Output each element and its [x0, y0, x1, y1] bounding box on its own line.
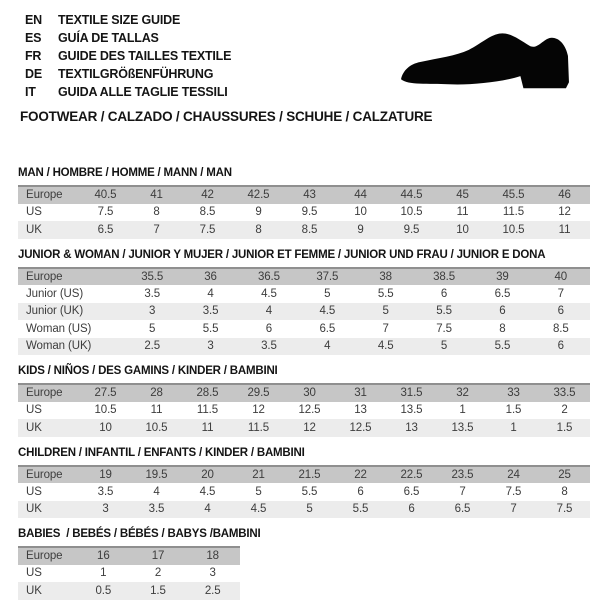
size-value-cell: 8 [153, 206, 160, 219]
row-label-cell: Europe [18, 547, 76, 565]
size-value-cell: 2.5 [185, 582, 240, 600]
size-value-cell: 2 [154, 567, 162, 580]
size-value-cell: 5.5 [301, 485, 318, 498]
table-row-kids-uk [18, 419, 590, 437]
size-value-cell: 10 [354, 206, 367, 219]
size-value-cell: 7.5 [436, 322, 452, 335]
size-value-cell: 4.5 [233, 501, 284, 519]
size-value-cell: 43 [284, 186, 335, 204]
size-value-cell: 6 [532, 338, 590, 356]
size-value-cell: 1.5 [539, 419, 590, 437]
size-value-cell: 25 [539, 466, 590, 484]
size-value-cell: 20 [182, 466, 233, 484]
size-value-cell: 8 [499, 322, 506, 335]
size-value-cell: 6 [265, 322, 273, 335]
table-row-junior-woman-europe [18, 268, 590, 286]
size-value-cell: 4 [298, 338, 356, 356]
row-label-cell: Europe [18, 384, 80, 402]
size-value-cell: 35.5 [123, 268, 181, 286]
size-value-cell: 7 [382, 322, 389, 335]
size-value-cell: 21.5 [284, 466, 335, 484]
size-value-cell: 7 [557, 287, 564, 300]
size-value-cell: 5.5 [473, 338, 531, 356]
size-value-cell: 3 [123, 303, 181, 321]
size-value-cell: 8 [561, 485, 568, 498]
row-label-cell: UK [18, 221, 80, 239]
size-value-cell: 6 [440, 287, 448, 300]
size-value-cell: 38.5 [415, 268, 473, 286]
size-value-cell: 28.5 [182, 384, 233, 402]
size-value-cell: 9 [335, 221, 386, 239]
size-value-cell: 8 [233, 221, 284, 239]
size-value-cell: 12 [558, 206, 571, 219]
size-value-cell: 1 [488, 419, 539, 437]
table-row-kids-us [18, 402, 590, 420]
row-label-cell: Woman (UK) [18, 338, 123, 356]
size-value-cell: 7 [131, 221, 182, 239]
table-row-man-us [18, 204, 590, 222]
size-value-cell: 9.5 [386, 221, 437, 239]
size-value-cell: 6.5 [437, 501, 488, 519]
size-value-cell: 36 [181, 268, 239, 286]
language-title: GUIDE DES TAILLES TEXTILE [58, 49, 232, 63]
language-title: GUÍA DE TALLAS [58, 31, 159, 45]
size-value-cell: 17 [131, 547, 186, 565]
size-value-cell: 7 [459, 485, 466, 498]
table-row-kids-europe [18, 384, 590, 402]
size-value-cell: 8.5 [284, 221, 335, 239]
size-section-babies [18, 528, 590, 600]
size-value-cell: 33.5 [539, 384, 590, 402]
size-section-kids [18, 365, 590, 437]
size-value-cell: 1.5 [131, 582, 186, 600]
size-value-cell: 12.5 [335, 419, 386, 437]
size-value-cell: 3.5 [181, 303, 239, 321]
size-value-cell: 31.5 [386, 384, 437, 402]
size-value-cell: 38 [357, 268, 415, 286]
table-row-junior-woman-junior-uk- [18, 303, 590, 321]
table-row-children-uk [18, 501, 590, 519]
size-value-cell: 11 [456, 206, 469, 219]
size-value-cell: 10 [80, 419, 131, 437]
size-value-cell: 27.5 [80, 384, 131, 402]
size-value-cell: 11.5 [502, 206, 525, 219]
size-value-cell: 2.5 [123, 338, 181, 356]
size-value-cell: 22.5 [386, 466, 437, 484]
table-row-babies-us [18, 565, 240, 583]
size-value-cell: 5 [357, 303, 415, 321]
size-value-cell: 39 [473, 268, 531, 286]
size-value-cell: 18 [185, 547, 240, 565]
section-title-babies: BABIES / BEBÉS / BÉBÉS / BABYS /BAMBINI [18, 528, 261, 540]
size-value-cell: 23.5 [437, 466, 488, 484]
size-value-cell: 42 [182, 186, 233, 204]
size-section-junior-woman [18, 249, 590, 356]
size-value-cell: 16 [76, 547, 131, 565]
size-value-cell: 12 [252, 404, 265, 417]
size-value-cell: 22 [335, 466, 386, 484]
size-value-cell: 24 [488, 466, 539, 484]
row-label-cell: UK [18, 582, 76, 600]
size-value-cell: 3.5 [240, 338, 298, 356]
row-label-cell: UK [18, 501, 80, 519]
language-row-en [25, 11, 231, 29]
size-value-cell: 19 [80, 466, 131, 484]
size-value-cell: 29.5 [233, 384, 284, 402]
size-section-man [18, 167, 590, 239]
size-value-cell: 6 [386, 501, 437, 519]
table-row-man-europe [18, 186, 590, 204]
size-value-cell: 6 [357, 485, 364, 498]
size-section-children [18, 447, 590, 519]
language-row-es [25, 29, 231, 47]
table-row-children-europe [18, 466, 590, 484]
row-label-cell: US [26, 567, 42, 580]
size-value-cell: 5 [415, 338, 473, 356]
size-value-cell: 7 [488, 501, 539, 519]
size-value-cell: 4 [207, 287, 214, 300]
size-value-cell: 6 [473, 303, 531, 321]
size-value-cell: 28 [131, 384, 182, 402]
table-row-babies-uk [18, 582, 240, 600]
size-value-cell: 4 [153, 485, 160, 498]
size-value-cell: 1 [459, 404, 466, 417]
size-value-cell: 12.5 [298, 404, 321, 417]
section-title-kids: KIDS / NIÑOS / DES GAMINS / KINDER / BAMBINI [18, 365, 278, 377]
table-row-junior-woman-junior-us- [18, 285, 590, 303]
language-row-de [25, 65, 231, 83]
size-value-cell: 8.5 [199, 206, 216, 219]
row-label-cell: Europe [18, 466, 80, 484]
size-value-cell: 1.5 [505, 404, 522, 417]
language-code: DE [25, 67, 42, 81]
size-value-cell: 6.5 [319, 322, 336, 335]
size-value-cell: 5.5 [202, 322, 219, 335]
size-table-kids [18, 383, 590, 437]
size-value-cell: 5 [149, 322, 156, 335]
size-value-cell: 1 [100, 567, 107, 580]
size-value-cell: 9 [255, 206, 262, 219]
language-code: FR [25, 49, 42, 63]
size-value-cell: 10.5 [131, 419, 182, 437]
size-value-cell: 41 [131, 186, 182, 204]
size-value-cell: 4.5 [261, 287, 277, 300]
size-value-cell: 10.5 [400, 206, 423, 219]
size-value-cell: 46 [539, 186, 590, 204]
size-value-cell: 4.5 [298, 303, 356, 321]
size-value-cell: 13 [386, 419, 437, 437]
size-value-cell: 40.5 [80, 186, 131, 204]
size-value-cell: 44.5 [386, 186, 437, 204]
size-value-cell: 10.5 [94, 404, 117, 417]
size-value-cell: 4.5 [199, 485, 216, 498]
section-title-man: MAN / HOMBRE / HOMME / MANN / MAN [18, 167, 232, 179]
size-value-cell: 11.5 [196, 404, 219, 417]
size-value-cell: 13.5 [437, 419, 488, 437]
table-row-junior-woman-woman-us- [18, 320, 590, 338]
size-value-cell: 3.5 [97, 485, 114, 498]
row-label-cell: Junior (US) [26, 287, 84, 300]
size-value-cell: 5 [255, 485, 262, 498]
row-label-cell: Europe [18, 186, 80, 204]
size-table-babies [18, 546, 240, 600]
language-title: TEXTILE SIZE GUIDE [58, 13, 181, 27]
row-label-cell: US [26, 404, 42, 417]
size-value-cell: 45.5 [488, 186, 539, 204]
size-value-cell: 31 [335, 384, 386, 402]
row-label-cell: Junior (UK) [18, 303, 123, 321]
size-value-cell: 3.5 [131, 501, 182, 519]
size-value-cell: 8.5 [552, 322, 569, 335]
size-value-cell: 11 [182, 419, 233, 437]
size-value-cell: 3 [80, 501, 131, 519]
dress-shoe-icon [400, 30, 572, 96]
size-value-cell: 3.5 [144, 287, 161, 300]
size-value-cell: 6.5 [403, 485, 420, 498]
row-label-cell: Woman (US) [26, 322, 92, 335]
size-value-cell: 19.5 [131, 466, 182, 484]
size-value-cell: 4.5 [357, 338, 415, 356]
size-value-cell: 21 [233, 466, 284, 484]
size-value-cell: 10 [437, 221, 488, 239]
size-value-cell: 7.5 [539, 501, 590, 519]
size-value-cell: 44 [335, 186, 386, 204]
table-row-man-uk [18, 221, 590, 239]
language-title: GUIDA ALLE TAGLIE TESSILI [58, 85, 228, 99]
size-value-cell: 7.5 [505, 485, 522, 498]
size-value-cell: 5.5 [377, 287, 394, 300]
size-value-cell: 4 [182, 501, 233, 519]
size-value-cell: 3 [209, 567, 216, 580]
size-value-cell: 30 [284, 384, 335, 402]
size-value-cell: 6.5 [494, 287, 511, 300]
row-label-cell: UK [18, 419, 80, 437]
size-value-cell: 7.5 [182, 221, 233, 239]
section-title-junior-woman: JUNIOR & WOMAN / JUNIOR Y MUJER / JUNIOR ET FEMME / JUNIOR UND FRAU / JUNIOR E DONA [18, 248, 546, 261]
language-list [25, 11, 231, 101]
size-value-cell: 5 [284, 501, 335, 519]
size-value-cell: 13 [354, 404, 367, 417]
size-value-cell: 0.5 [76, 582, 131, 600]
table-row-children-us [18, 483, 590, 501]
table-row-junior-woman-woman-uk- [18, 338, 590, 356]
language-row-fr [25, 47, 231, 65]
size-value-cell: 40 [532, 268, 590, 286]
size-value-cell: 6.5 [80, 221, 131, 239]
size-value-cell: 9.5 [301, 206, 318, 219]
size-value-cell: 5 [324, 287, 331, 300]
size-value-cell: 11.5 [233, 419, 284, 437]
size-value-cell: 11 [150, 404, 163, 417]
size-value-cell: 3 [181, 338, 239, 356]
language-code: ES [25, 31, 42, 45]
language-code: EN [25, 13, 42, 27]
size-value-cell: 13.5 [400, 404, 423, 417]
category-heading: FOOTWEAR / CALZADO / CHAUSSURES / SCHUHE / CALZATURE [20, 109, 433, 124]
row-label-cell: US [26, 485, 42, 498]
language-title: TEXTILGRÖßENFÜHRUNG [58, 67, 214, 81]
size-value-cell: 10.5 [488, 221, 539, 239]
table-row-babies-europe [18, 547, 240, 565]
size-value-cell: 5.5 [335, 501, 386, 519]
size-tables [18, 167, 590, 610]
size-value-cell: 5.5 [415, 303, 473, 321]
size-value-cell: 4 [240, 303, 298, 321]
size-value-cell: 12 [284, 419, 335, 437]
size-value-cell: 36.5 [240, 268, 298, 286]
size-value-cell: 11 [539, 221, 590, 239]
size-value-cell: 6 [532, 303, 590, 321]
size-value-cell: 42.5 [233, 186, 284, 204]
size-value-cell: 2 [561, 404, 568, 417]
size-value-cell: 7.5 [97, 206, 114, 219]
row-label-cell: Europe [18, 268, 123, 286]
size-table-children [18, 465, 590, 519]
size-value-cell: 33 [488, 384, 539, 402]
size-table-man [18, 185, 590, 239]
size-value-cell: 45 [437, 186, 488, 204]
section-title-children: CHILDREN / INFANTIL / ENFANTS / KINDER / BAMBINI [18, 446, 305, 459]
size-value-cell: 32 [437, 384, 488, 402]
language-code: IT [25, 85, 36, 99]
size-value-cell: 37.5 [298, 268, 356, 286]
language-row-it [25, 83, 231, 101]
row-label-cell: US [26, 206, 42, 219]
size-table-junior-woman [18, 267, 590, 356]
